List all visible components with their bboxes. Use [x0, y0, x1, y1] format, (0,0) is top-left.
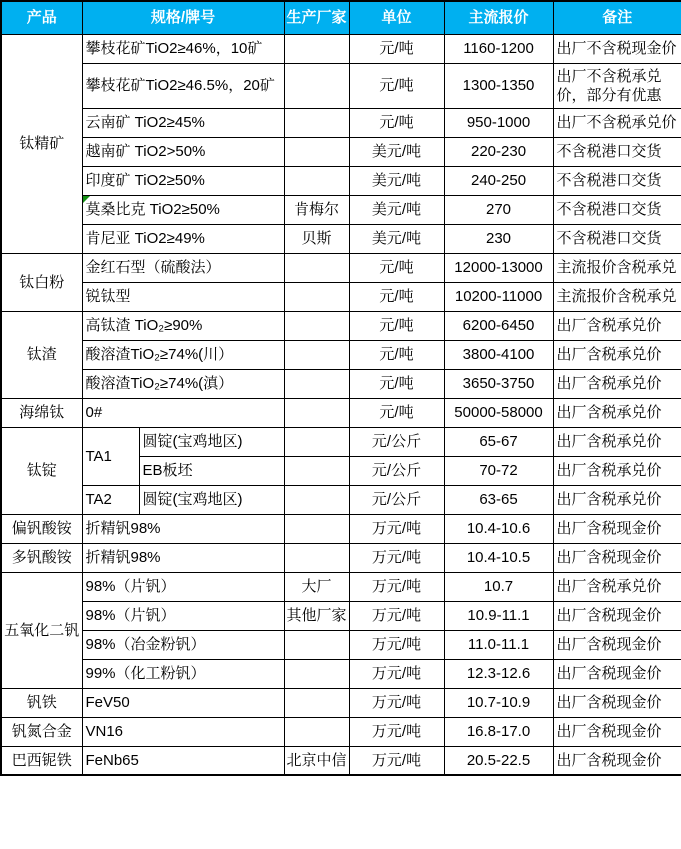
product-cell-titanium-concentrate: 钛精矿 [1, 34, 82, 253]
price-cell: 11.0-11.1 [444, 630, 553, 659]
unit-cell: 万元/吨 [349, 543, 444, 572]
unit-cell: 元/吨 [349, 398, 444, 427]
table-row [1, 282, 681, 311]
spec-cell: 云南矿 TiO2≥45% [82, 108, 284, 137]
price-cell: 70-72 [444, 456, 553, 485]
price-cell: 6200-6450 [444, 311, 553, 340]
table-row [1, 717, 681, 746]
unit-cell: 美元/吨 [349, 195, 444, 224]
note-cell: 出厂含税现金价 [553, 514, 681, 543]
note-cell: 主流报价含税承兑 [553, 253, 681, 282]
note-cell: 出厂含税现金价 [553, 688, 681, 717]
header-unit: 单位 [349, 1, 444, 34]
spec-cell: 圆锭(宝鸡地区) [139, 427, 284, 456]
price-cell: 240-250 [444, 166, 553, 195]
spec-cell: VN16 [82, 717, 284, 746]
note-cell: 出厂含税承兑价 [553, 456, 681, 485]
table-row [1, 630, 681, 659]
spec-cell: 金红石型（硫酸法） [82, 253, 284, 282]
price-cell: 950-1000 [444, 108, 553, 137]
manufacturer-cell [284, 34, 349, 63]
note-cell: 出厂含税承兑价 [553, 398, 681, 427]
manufacturer-cell [284, 137, 349, 166]
manufacturer-cell [284, 543, 349, 572]
spec-cell: 98%（片钒） [82, 572, 284, 601]
note-cell: 出厂含税现金价 [553, 659, 681, 688]
manufacturer-cell [284, 630, 349, 659]
spec-cell: 攀枝花矿TiO2≥46.5%，20矿 [82, 63, 284, 108]
unit-cell: 美元/吨 [349, 166, 444, 195]
unit-cell: 元/吨 [349, 369, 444, 398]
manufacturer-cell [284, 253, 349, 282]
note-cell: 出厂含税承兑价 [553, 485, 681, 514]
product-cell-vanadium-nitrogen-alloy: 钒氮合金 [1, 717, 82, 746]
unit-cell: 元/吨 [349, 34, 444, 63]
manufacturer-cell [284, 108, 349, 137]
table-row [1, 572, 681, 601]
unit-cell: 万元/吨 [349, 630, 444, 659]
spec-cell: EB板坯 [139, 456, 284, 485]
product-cell-titanium-sponge: 海绵钛 [1, 398, 82, 427]
price-cell: 20.5-22.5 [444, 746, 553, 775]
spec-cell: 锐钛型 [82, 282, 284, 311]
table-row [1, 688, 681, 717]
table-row [1, 34, 681, 63]
price-cell: 16.8-17.0 [444, 717, 553, 746]
grade-cell: TA1 [82, 427, 139, 485]
table-row [1, 311, 681, 340]
header-product: 产品 [1, 1, 82, 34]
note-cell: 出厂含税现金价 [553, 630, 681, 659]
product-cell-vanadium-pentoxide: 五氧化二钒 [1, 572, 82, 688]
product-cell-titanium-dioxide: 钛白粉 [1, 253, 82, 311]
spec-cell: FeV50 [82, 688, 284, 717]
table-row [1, 224, 681, 253]
spec-cell: 折精钒98% [82, 514, 284, 543]
price-cell: 50000-58000 [444, 398, 553, 427]
grade-cell: TA2 [82, 485, 139, 514]
unit-cell: 元/吨 [349, 282, 444, 311]
price-cell: 3650-3750 [444, 369, 553, 398]
note-cell: 出厂不含税承兑价 [553, 108, 681, 137]
manufacturer-cell [284, 340, 349, 369]
note-cell: 出厂含税现金价 [553, 601, 681, 630]
price-cell: 1300-1350 [444, 63, 553, 108]
note-cell: 出厂含税承兑价 [553, 572, 681, 601]
note-cell: 出厂含税承兑价 [553, 427, 681, 456]
unit-cell: 万元/吨 [349, 688, 444, 717]
price-cell: 10.9-11.1 [444, 601, 553, 630]
note-cell: 出厂含税现金价 [553, 543, 681, 572]
manufacturer-cell: 肯梅尔 [284, 195, 349, 224]
unit-cell: 元/吨 [349, 253, 444, 282]
spec-cell: 越南矿 TiO2>50% [82, 137, 284, 166]
price-cell: 10.4-10.5 [444, 543, 553, 572]
table-row [1, 543, 681, 572]
manufacturer-cell [284, 659, 349, 688]
table-row [1, 369, 681, 398]
note-cell: 不含税港口交货 [553, 195, 681, 224]
price-cell: 220-230 [444, 137, 553, 166]
table-row [1, 340, 681, 369]
unit-cell: 元/公斤 [349, 456, 444, 485]
table-row [1, 427, 681, 456]
spec-cell: 酸溶渣TiO₂≥74%(滇） [82, 369, 284, 398]
spec-cell: FeNb65 [82, 746, 284, 775]
table-row [1, 108, 681, 137]
manufacturer-cell [284, 485, 349, 514]
manufacturer-cell: 北京中信 [284, 746, 349, 775]
price-cell: 65-67 [444, 427, 553, 456]
spec-cell: 圆锭(宝鸡地区) [139, 485, 284, 514]
price-cell: 270 [444, 195, 553, 224]
spec-cell: 高钛渣 TiO₂≥90% [82, 311, 284, 340]
header-spec: 规格/牌号 [82, 1, 284, 34]
note-cell: 出厂含税承兑价 [553, 340, 681, 369]
spec-cell: 99%（化工粉钒） [82, 659, 284, 688]
product-cell-ammonium-polyvanadate: 多钒酸铵 [1, 543, 82, 572]
table-row [1, 137, 681, 166]
spec-cell: 98%（冶金粉钒） [82, 630, 284, 659]
note-cell: 主流报价含税承兑 [553, 282, 681, 311]
table-row [1, 253, 681, 282]
price-cell: 10.7 [444, 572, 553, 601]
price-cell: 12000-13000 [444, 253, 553, 282]
spec-cell: 酸溶渣TiO₂≥74%(川） [82, 340, 284, 369]
manufacturer-cell [284, 398, 349, 427]
spec-cell: 印度矿 TiO2≥50% [82, 166, 284, 195]
note-cell: 出厂含税承兑价 [553, 311, 681, 340]
header-row [1, 1, 681, 34]
manufacturer-cell [284, 282, 349, 311]
note-cell: 出厂含税现金价 [553, 746, 681, 775]
cell-comment-marker-icon [83, 196, 90, 203]
note-cell: 出厂不含税承兑价，部分有优惠 [553, 63, 681, 108]
product-cell-titanium-slag: 钛渣 [1, 311, 82, 398]
unit-cell: 万元/吨 [349, 659, 444, 688]
unit-cell: 万元/吨 [349, 601, 444, 630]
table-row [1, 398, 681, 427]
spec-cell [82, 195, 284, 224]
price-cell: 10.4-10.6 [444, 514, 553, 543]
price-cell: 12.3-12.6 [444, 659, 553, 688]
price-cell: 230 [444, 224, 553, 253]
note-cell: 出厂不含税现金价 [553, 34, 681, 63]
product-cell-titanium-ingot: 钛锭 [1, 427, 82, 514]
unit-cell: 元/吨 [349, 340, 444, 369]
header-price: 主流报价 [444, 1, 553, 34]
unit-cell: 万元/吨 [349, 717, 444, 746]
spec-text: 莫桑比克 TiO2≥50% [85, 201, 220, 218]
unit-cell: 元/吨 [349, 63, 444, 108]
spec-cell: 98%（片钒） [82, 601, 284, 630]
product-cell-ferrovanadium: 钒铁 [1, 688, 82, 717]
spec-cell: 折精钒98% [82, 543, 284, 572]
manufacturer-cell [284, 166, 349, 195]
unit-cell: 元/吨 [349, 311, 444, 340]
unit-cell: 美元/吨 [349, 137, 444, 166]
unit-cell: 元/公斤 [349, 485, 444, 514]
unit-cell: 万元/吨 [349, 746, 444, 775]
manufacturer-cell [284, 717, 349, 746]
manufacturer-cell: 大厂 [284, 572, 349, 601]
note-cell: 出厂含税现金价 [553, 717, 681, 746]
price-cell: 10.7-10.9 [444, 688, 553, 717]
header-note: 备注 [553, 1, 681, 34]
manufacturer-cell [284, 311, 349, 340]
unit-cell: 万元/吨 [349, 514, 444, 543]
table-row [1, 63, 681, 108]
table-row [1, 485, 681, 514]
table-row [1, 746, 681, 775]
manufacturer-cell [284, 456, 349, 485]
table-row [1, 659, 681, 688]
table-row [1, 601, 681, 630]
manufacturer-cell [284, 369, 349, 398]
price-cell: 1160-1200 [444, 34, 553, 63]
header-manufacturer: 生产厂家 [284, 1, 349, 34]
unit-cell: 元/吨 [349, 108, 444, 137]
product-cell-ammonium-metavanadate: 偏钒酸铵 [1, 514, 82, 543]
unit-cell: 美元/吨 [349, 224, 444, 253]
spec-cell: 肯尼亚 TiO2≥49% [82, 224, 284, 253]
manufacturer-cell: 贝斯 [284, 224, 349, 253]
manufacturer-cell [284, 514, 349, 543]
manufacturer-cell [284, 427, 349, 456]
manufacturer-cell [284, 63, 349, 108]
product-cell-brazilian-ferroniobium: 巴西铌铁 [1, 746, 82, 775]
note-cell: 不含税港口交货 [553, 166, 681, 195]
note-cell: 出厂含税承兑价 [553, 369, 681, 398]
manufacturer-cell: 其他厂家 [284, 601, 349, 630]
table-row [1, 166, 681, 195]
price-cell: 3800-4100 [444, 340, 553, 369]
manufacturer-cell [284, 688, 349, 717]
spec-cell: 0# [82, 398, 284, 427]
price-cell: 10200-11000 [444, 282, 553, 311]
price-cell: 63-65 [444, 485, 553, 514]
note-cell: 不含税港口交货 [553, 137, 681, 166]
table-row [1, 195, 681, 224]
spec-cell: 攀枝花矿TiO2≥46%，10矿 [82, 34, 284, 63]
table-row [1, 514, 681, 543]
unit-cell: 元/公斤 [349, 427, 444, 456]
note-cell: 不含税港口交货 [553, 224, 681, 253]
unit-cell: 万元/吨 [349, 572, 444, 601]
